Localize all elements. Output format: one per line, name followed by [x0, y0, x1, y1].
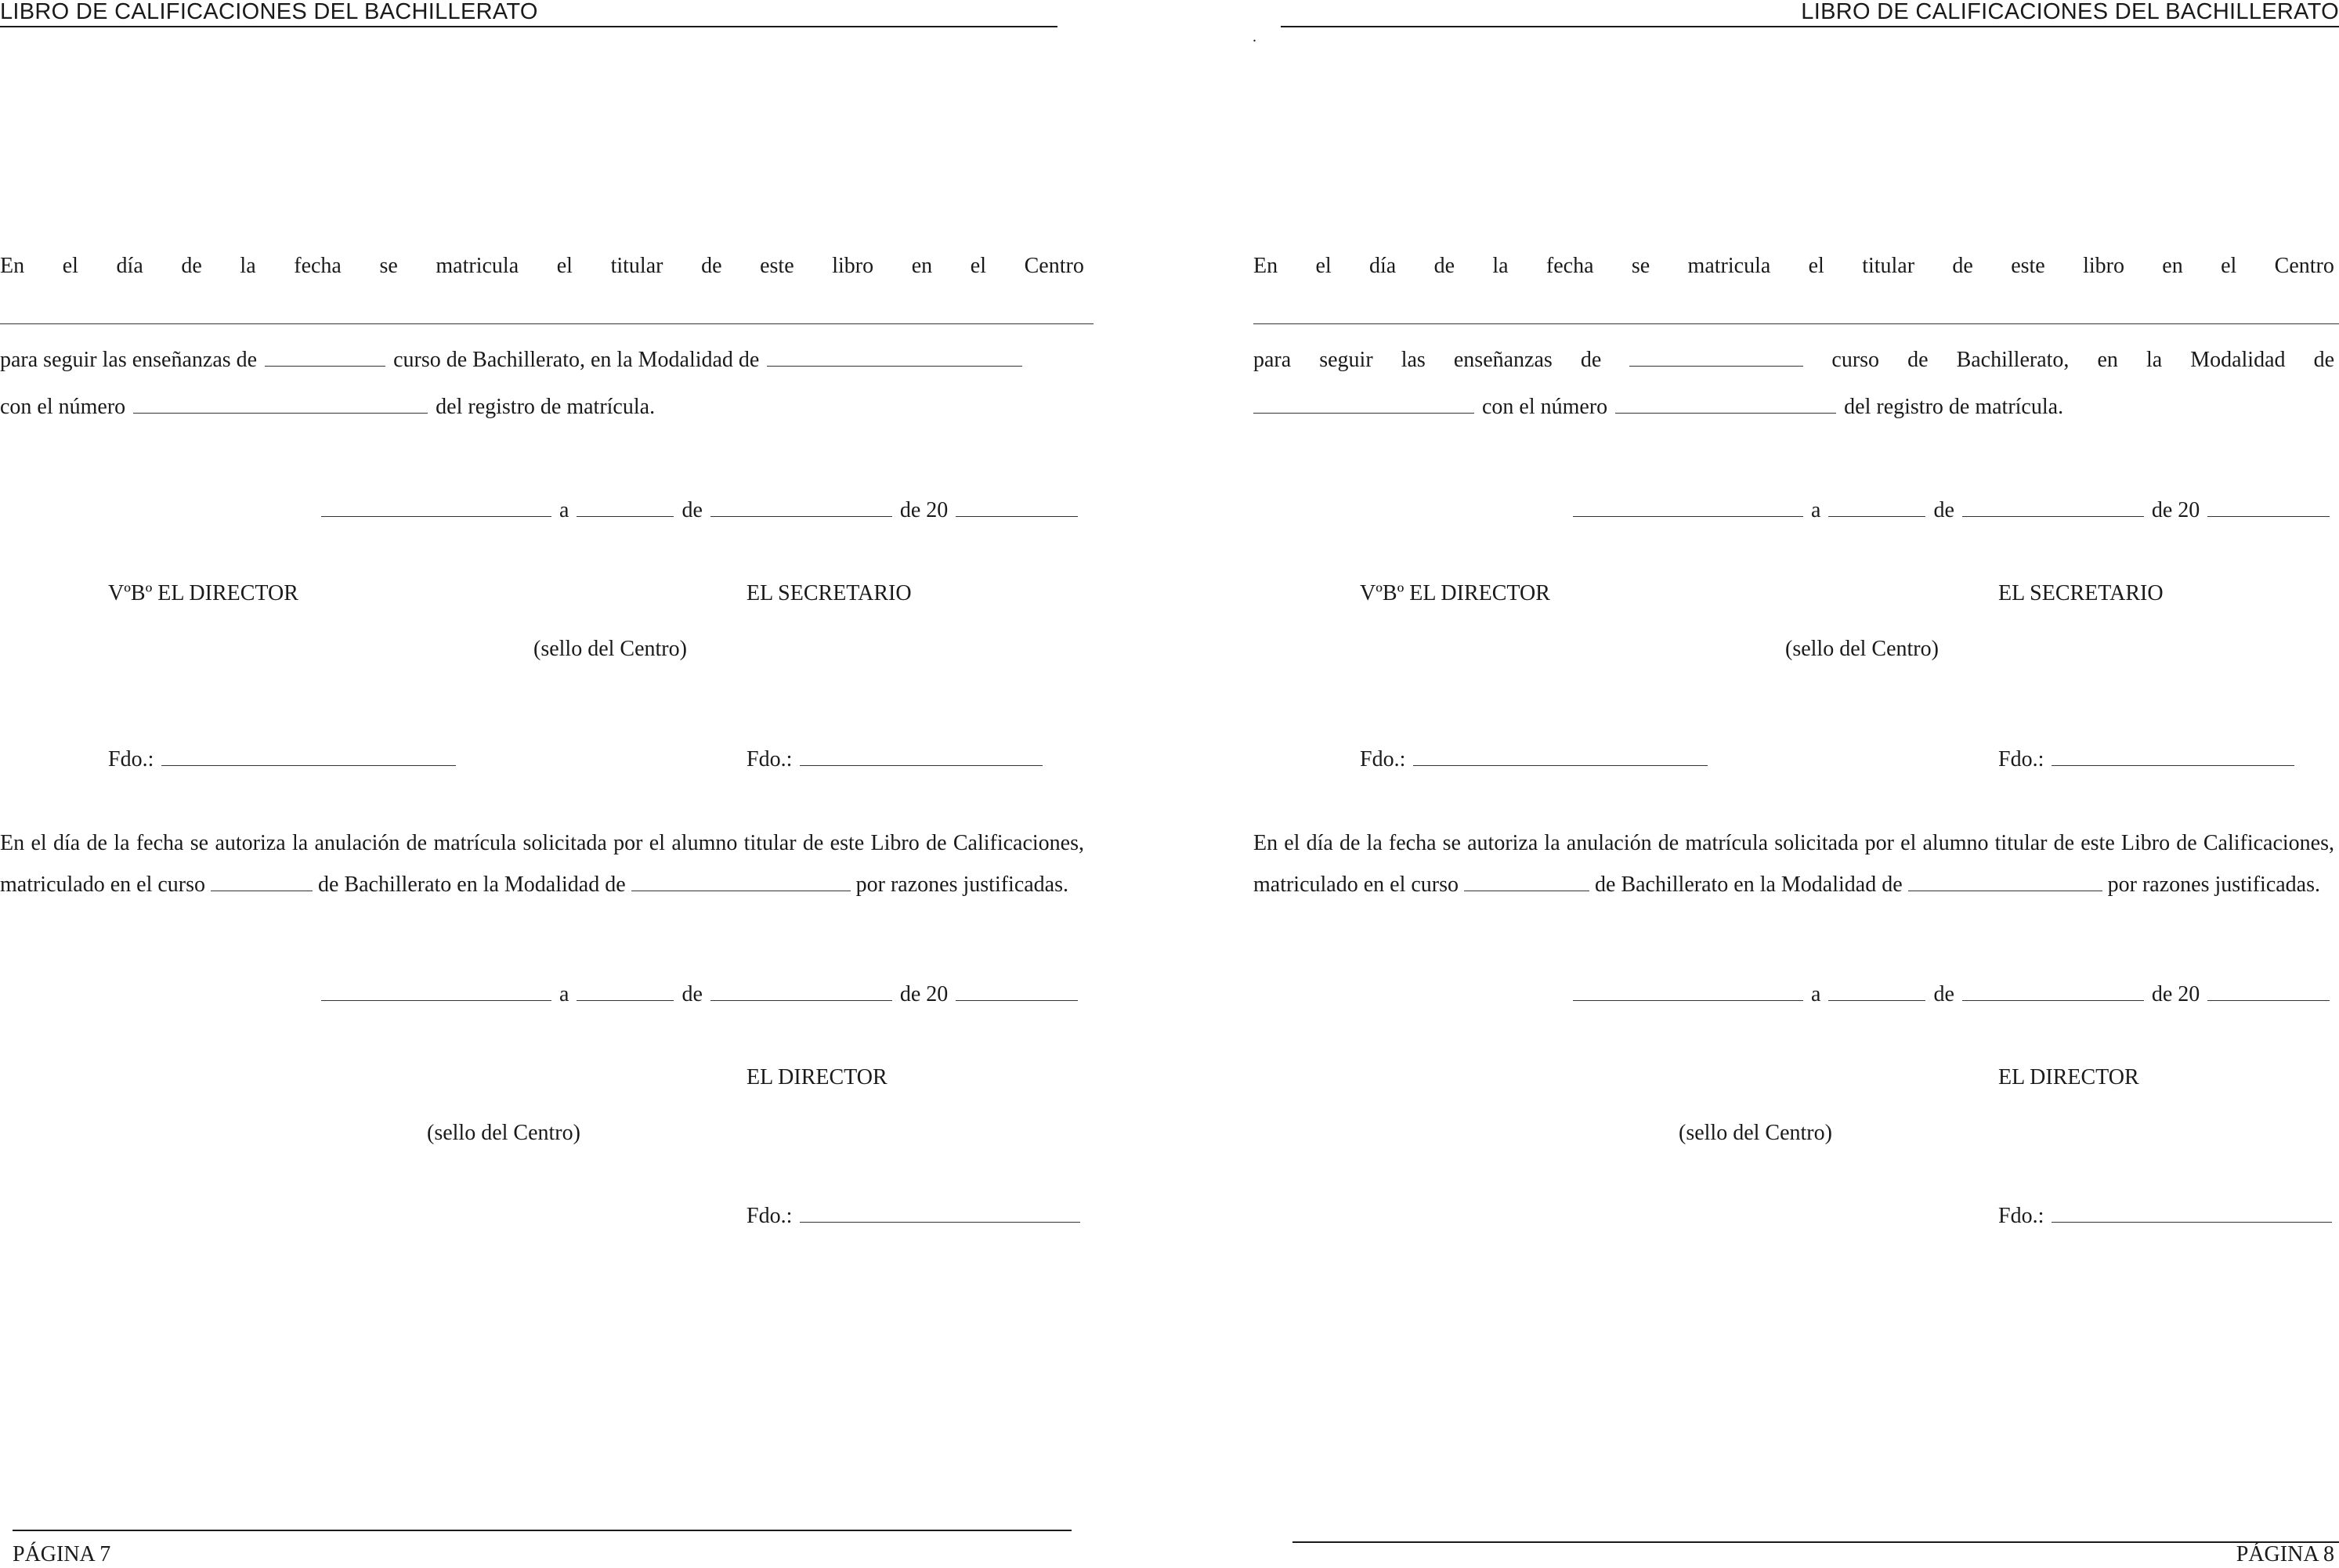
- date-line-1: a de de 20: [1573, 497, 2330, 524]
- secretario-label: EL SECRETARIO: [1998, 581, 2164, 605]
- numero-blank: [133, 396, 428, 414]
- fdo-secretario: Fdo.:: [1998, 746, 2294, 773]
- numero-blank: [1615, 396, 1836, 414]
- matricula-intro: En el día de la fecha se matricula el titular de este libro en el Centro: [0, 254, 1084, 278]
- curso-blank: [1629, 349, 1803, 367]
- stray-dot: .: [1253, 28, 1256, 45]
- curso-blank: [265, 349, 385, 367]
- matricula-intro: En el día de la fecha se matricula el titular de este libro en el Centro: [1253, 254, 2334, 278]
- date-line-2: a de de 20: [321, 981, 1078, 1008]
- header-rule: [1281, 26, 2339, 27]
- footer-rule: [13, 1530, 1072, 1531]
- director-label: EL DIRECTOR: [747, 1065, 888, 1089]
- sello-label-1: (sello del Centro): [533, 637, 687, 661]
- enseñanzas-line: para seguir las enseñanzas de curso de Bachillerato, en la Modalidad de: [1253, 348, 2334, 372]
- header-title: LIBRO DE CALIFICACIONES DEL BACHILLERATO: [0, 0, 538, 24]
- modalidad-blank: [1253, 396, 1474, 414]
- page-number: PÁGINA 8: [2236, 1542, 2334, 1566]
- footer-rule: [1292, 1541, 2339, 1543]
- fdo-director-2: Fdo.:: [1998, 1203, 2332, 1230]
- fdo-director: Fdo.:: [108, 746, 456, 773]
- page-8: [1253, 0, 2339, 1564]
- vb-director-label: VºBº EL DIRECTOR: [108, 581, 298, 605]
- fdo-director-2: Fdo.:: [747, 1203, 1080, 1230]
- director-label: EL DIRECTOR: [1998, 1065, 2139, 1089]
- date-line-1: a de de 20: [321, 497, 1078, 524]
- fdo-director: Fdo.:: [1360, 746, 1708, 773]
- sello-label-2: (sello del Centro): [1679, 1121, 1832, 1145]
- page-number: PÁGINA 7: [13, 1542, 111, 1566]
- vb-director-label: VºBº EL DIRECTOR: [1360, 581, 1550, 605]
- numero-line: con el número del registro de matrícula.: [1253, 394, 2063, 421]
- secretario-label: EL SECRETARIO: [747, 581, 912, 605]
- centro-blank: [1253, 323, 2339, 324]
- page-7: [0, 0, 1112, 1564]
- modalidad-blank: [767, 349, 1022, 367]
- numero-line: con el número del registro de matrícula.: [0, 395, 656, 419]
- header-rule: [0, 26, 1057, 27]
- sello-label-2: (sello del Centro): [427, 1121, 580, 1145]
- date-line-2: a de de 20: [1573, 981, 2330, 1008]
- anulacion-paragraph: En el día de la fecha se autoriza la anulación de matrícula solicitada por el alumno titular de este Libro de Calificaciones, matriculado en el curso de Bachillerato en la Modalidad de por razones justificadas.: [0, 831, 1084, 897]
- fdo-secretario: Fdo.:: [747, 746, 1043, 773]
- enseñanzas-line: para seguir las enseñanzas de curso de Bachillerato, en la Modalidad de: [0, 347, 1022, 374]
- header-title: LIBRO DE CALIFICACIONES DEL BACHILLERATO: [1801, 0, 2339, 24]
- centro-blank: [0, 323, 1094, 324]
- sello-label-1: (sello del Centro): [1785, 637, 1939, 661]
- anulacion-paragraph: En el día de la fecha se autoriza la anulación de matrícula solicitada por el alumno titular de este Libro de Calificaciones, matriculado en el curso de Bachillerato en la Modalidad de por razones justificadas.: [1253, 831, 2334, 897]
